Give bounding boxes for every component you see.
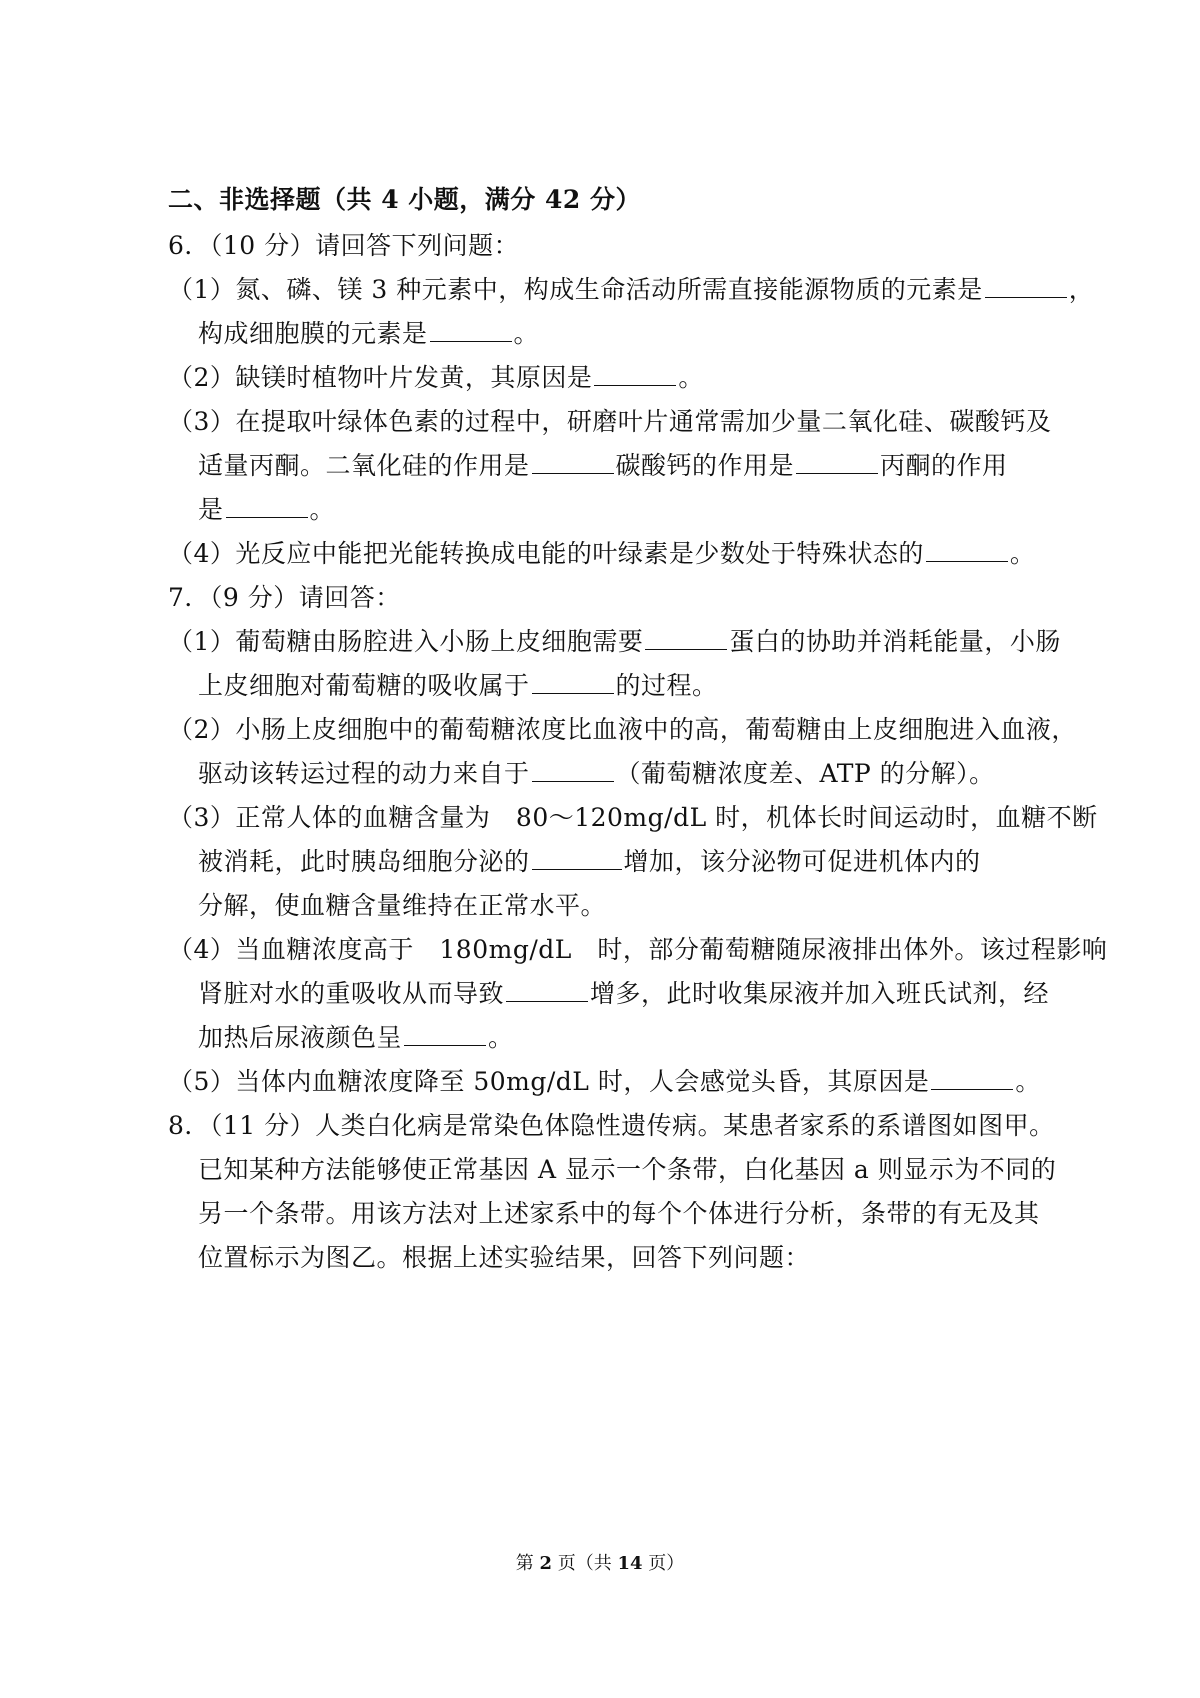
q7-part1-line2 [198, 669, 718, 703]
q7-p5-text-a: （5）当体内血糖浓度降至 50mg/dL 时，人会感觉头昏，其原因是 [168, 1067, 930, 1096]
footer-pre: 第 [515, 1553, 534, 1574]
q6-p1-text-d: 。 [513, 319, 540, 348]
footer-post: 页） [648, 1553, 685, 1574]
section-title [168, 183, 641, 217]
q7-p4-text-a: （4）当血糖浓度高于 180mg/dL 时，部分葡萄糖随尿液排出体外。该过程影响 [168, 935, 1108, 964]
q6-part1-line2 [198, 317, 539, 351]
q6-p1-text-a: （1）氮、磷、镁 3 种元素中，构成生命活动所需直接能源物质的元素是 [168, 275, 983, 304]
q7-p3-text-c: 增加，该分泌物可促进机体内的 [623, 847, 981, 876]
answer-blank[interactable] [226, 495, 308, 518]
q6-p1-text-b: ， [1068, 275, 1095, 304]
answer-blank[interactable] [532, 847, 622, 870]
q8-text-l3: 另一个条带。用该方法对上述家系中的每个个体进行分析，条带的有无及其 [198, 1199, 1040, 1228]
answer-blank[interactable] [532, 451, 614, 474]
q6-p1-text-c: 构成细胞膜的元素是 [198, 319, 428, 348]
q7-p4-text-c: 增多，此时收集尿液并加入班氏试剂，经 [590, 979, 1050, 1008]
q8-text-l2: 已知某种方法能够使正常基因 A 显示一个条带，白化基因 a 则显示为不同的 [198, 1155, 1057, 1184]
q6-p4-text-b: 。 [1009, 539, 1036, 568]
footer-page-number: 2 [539, 1553, 552, 1574]
page-footer [0, 1552, 1200, 1576]
answer-blank[interactable] [532, 759, 614, 782]
answer-blank[interactable] [506, 979, 588, 1002]
q7-header [168, 581, 401, 615]
section-title-text: 二、非选择题（共 4 小题，满分 42 分） [168, 185, 642, 214]
answer-blank[interactable] [796, 451, 878, 474]
q7-p1-text-d: 的过程。 [615, 671, 718, 700]
q7-p2-text-a: （2）小肠上皮细胞中的葡萄糖浓度比血液中的高，葡萄糖由上皮细胞进入血液， [168, 715, 1077, 744]
answer-blank[interactable] [532, 671, 614, 694]
q7-part1-line1 [168, 625, 1061, 659]
q7-part4-line1 [168, 933, 1107, 967]
q7-part3-line2 [198, 845, 981, 879]
q7-part2-line2 [198, 757, 995, 791]
q7-p1-text-c: 上皮细胞对葡萄糖的吸收属于 [198, 671, 530, 700]
q7-part2-line1 [168, 713, 1077, 747]
q6-header-text: 6．（10 分）请回答下列问题： [168, 231, 520, 260]
q6-p4-text-a: （4）光反应中能把光能转换成电能的叶绿素是少数处于特殊状态的 [168, 539, 924, 568]
q6-p2-text-a: （2）缺镁时植物叶片发黄，其原因是 [168, 363, 593, 392]
q6-p3-text-f: 。 [309, 495, 336, 524]
q6-part3-line1 [168, 405, 1051, 439]
q6-p2-text-b: 。 [678, 363, 704, 392]
answer-blank[interactable] [926, 539, 1008, 562]
answer-blank[interactable] [985, 275, 1067, 298]
q7-p3-text-d: 分解，使血糖含量维持在正常水平。 [198, 891, 607, 920]
q6-p3-text-e: 是 [198, 495, 224, 524]
q6-p3-text-d: 丙酮的作用 [880, 451, 1008, 480]
answer-blank[interactable] [594, 363, 676, 386]
q7-p2-text-c: （葡萄糖浓度差、ATP 的分解）。 [615, 759, 995, 788]
q7-p3-text-b: 被消耗，此时胰岛细胞分泌的 [198, 847, 530, 876]
q7-part5 [168, 1065, 1041, 1099]
q7-p4-text-d: 加热后尿液颜色呈 [198, 1023, 403, 1052]
q6-part3-line2 [198, 449, 1008, 483]
q6-part4 [168, 537, 1035, 571]
q7-p1-text-b: 蛋白的协助并消耗能量，小肠 [729, 627, 1061, 656]
footer-mid: 页（共 [557, 1553, 612, 1574]
q8-text-l1: 8．（11 分）人类白化病是常染色体隐性遗传病。某患者家系的系谱图如图甲。 [168, 1111, 1055, 1140]
q6-p3-text-a: （3）在提取叶绿体色素的过程中，研磨叶片通常需加少量二氧化硅、碳酸钙及 [168, 407, 1052, 436]
q7-p4-text-b: 肾脏对水的重吸收从而导致 [198, 979, 505, 1008]
q6-part2 [168, 361, 704, 395]
q8-line3 [198, 1197, 1040, 1231]
q6-p3-text-b: 适量丙酮。二氧化硅的作用是 [198, 451, 530, 480]
answer-blank[interactable] [430, 319, 512, 342]
q6-p3-text-c: 碳酸钙的作用是 [615, 451, 795, 480]
answer-blank[interactable] [931, 1067, 1013, 1090]
q7-part4-line3 [198, 1021, 514, 1055]
q7-p1-text-a: （1）葡萄糖由肠腔进入小肠上皮细胞需要 [168, 627, 644, 656]
q8-line4 [198, 1241, 810, 1275]
answer-blank[interactable] [404, 1023, 486, 1046]
q8-text-l4: 位置标示为图乙。根据上述实验结果，回答下列问题： [198, 1243, 811, 1272]
q6-part3-line3 [198, 493, 335, 527]
q7-p3-text-a: （3）正常人体的血糖含量为 80～120mg/dL 时，机体长时间运动时，血糖不断 [168, 803, 1098, 832]
q7-part4-line2 [198, 977, 1049, 1011]
q7-p4-text-e: 。 [488, 1023, 514, 1052]
footer-total-pages: 14 [617, 1553, 643, 1574]
q7-header-text: 7．（9 分）请回答： [168, 583, 401, 612]
q7-part3-line1 [168, 801, 1098, 835]
answer-blank[interactable] [645, 627, 727, 650]
q8-line1 [168, 1109, 1055, 1143]
q6-part1-line1 [168, 273, 1094, 307]
q7-p5-text-b: 。 [1015, 1067, 1041, 1096]
q6-header [168, 229, 519, 263]
q8-line2 [198, 1153, 1056, 1187]
q7-p2-text-b: 驱动该转运过程的动力来自于 [198, 759, 530, 788]
q7-part3-line3 [198, 889, 606, 923]
